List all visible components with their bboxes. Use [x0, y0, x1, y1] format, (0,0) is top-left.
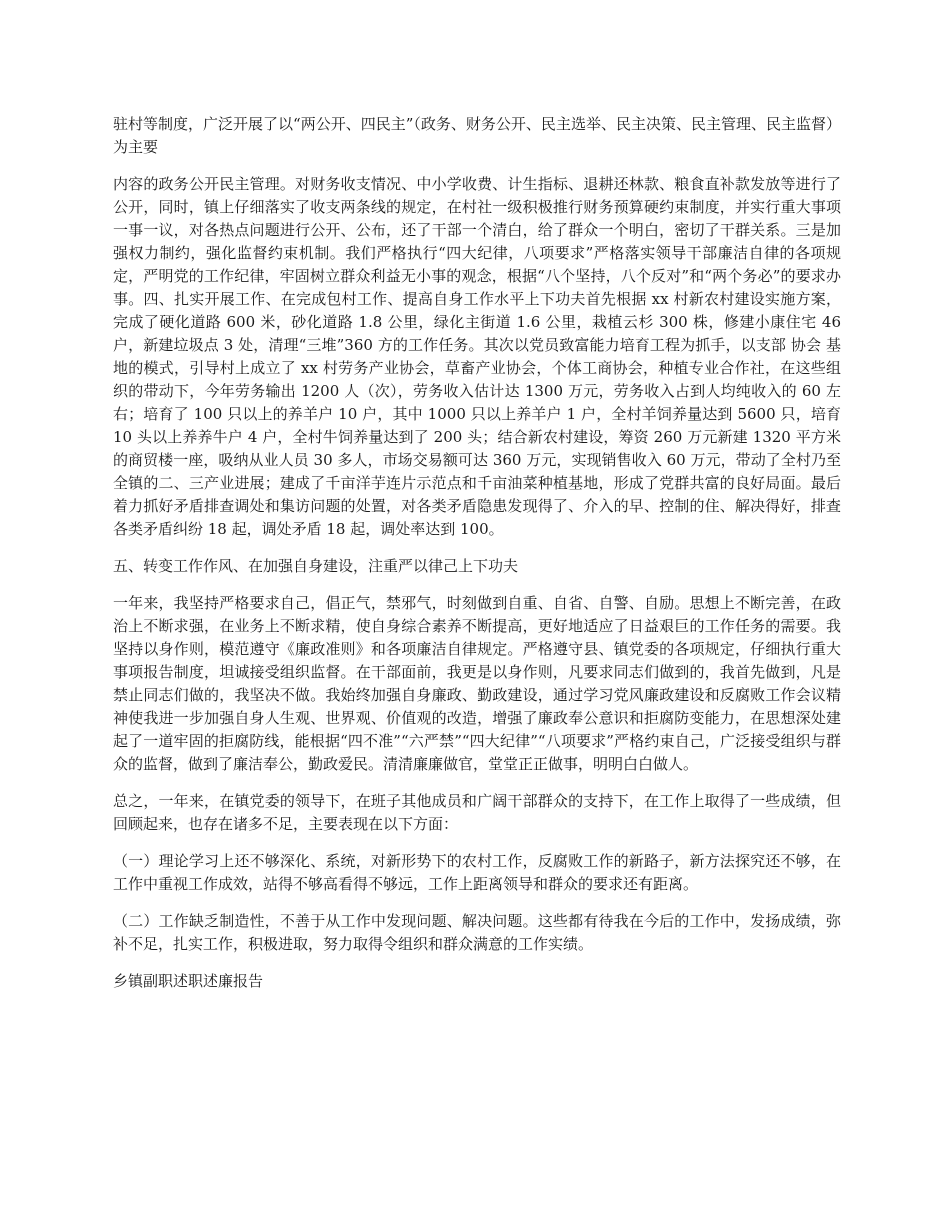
document-title-next: 乡镇副职述职述廉报告: [113, 972, 264, 990]
paragraph-1: 驻村等制度，广泛开展了以“两公开、四民主”（政务、财务公开、民主选举、民主决策、民主管理、民主监督）为主要: [113, 115, 841, 156]
section-heading-5: 五、转变工作作风、在加强自身建设，注重严以律己上下功夫: [113, 557, 519, 575]
paragraph-3: 一年来，我坚持严格要求自己，倡正气，禁邪气，时刻做到自重、自省、自警、自励。思想上不断完善，在政治上不断求强，在业务上不断求精，使自身综合素养不断提高，更好地适应了日益艰巨的工作任务的需要。我坚持以身作则，模范遵守《廉政准则》和各项廉洁自律规定。严格遵守县、镇党委的各项规定，仔细执行重大事项报告制度，坦诚接受组织监督。在干部面前，我更是以身作则，凡要求同志们做到的，我首先做到，凡是禁止同志们做的，我坚决不做。我始终加强自身廉政、勤政建设，通过学习党风廉政建设和反腐败工作会议精神使我进一步加强自身人生观、世界观、价值观的改造，增强了廉政奉公意识和拒腐防变能力，在思想深处建起了一道牢固的拒腐防线，能根据“四不准”“六严禁”“四大纪律”“八项要求”严格约束自己，广泛接受组织与群众的监督，做到了廉洁奉公，勤政爱民。清清廉廉做官，堂堂正正做事，明明白白做人。: [113, 594, 841, 773]
paragraph-2: 内容的政务公开民主管理。对财务收支情况、中小学收费、计生指标、退耕还林款、粮食直补款发放等进行了公开，同时，镇上仔细落实了收支两条线的规定，在村社一级积极推行财务预算硬约束制度，并实行重大事项一事一议，对各热点问题进行公开、公布，还了干部一个清白，给了群众一个明白，密切了干群关系。三是加强权力制约，强化监督约束机制。我们严格执行“四大纪律，八项要求”严格落实领导干部廉洁自律的各项规定，严明党的工作纪律，牢固树立群众利益无小事的观念，根据“八个坚持，八个反对”和“两个务必”的要求办事。四、扎实开展工作、在完成包村工作、提高自身工作水平上下功夫首先根据 xx 村新农村建设实施方案，完成了硬化道路 600 米，砂化道路 1.8 公里，绿化主街道 1.6 公里，栽植云杉 300 株，修建小康住宅 46 户，新建垃圾点 3 处，清理“三堆”360 方的工作任务。其次以党员致富能力培育工程为抓手，以支部 协会 基地的模式，引导村上成立了 xx 村劳务产业协会，草畜产业协会，个体工商协会，种植专业合作社，在这些组织的带动下，今年劳务输出 1200 人（次），劳务收入估计达 1300 万元，劳务收入占到人均纯收入的 60 左右；培育了 100 只以上的养羊户 10 户，其中 1000 只以上养羊户 1 户，全村羊饲养量达到 5600 只，培育 10 头以上养养牛户 4 户，全村牛饲养量达到了 200 头；结合新农村建设，筹资 260 万元新建 1320 平方米的商贸楼一座，吸纳从业人员 30 多人，市场交易额可达 360 万元，实现销售收入 60 万元，带动了全村乃至全镇的二、三产业进展；建成了千亩洋芋连片示范点和千亩油菜种植基地，形成了党群共富的良好局面。最后着力抓好矛盾排查调处和集访问题的处置，对各类矛盾隐患发现得了、介入的早、控制的住、解决得好，排查各类矛盾纠纷 18 起，调处矛盾 18 起，调处率达到 100。: [113, 175, 841, 538]
document-body: [113, 113, 841, 1007]
paragraph-shortcoming-1: （一）理论学习上还不够深化、系统，对新形势下的农村工作，反腐败工作的新路子，新方法探究还不够，在工作中重视工作成效，站得不够高看得不够远，工作上距离领导和群众的要求还有距离。: [113, 852, 841, 893]
paragraph-shortcoming-2: （二）工作缺乏制造性，不善于从工作中发现问题、解决问题。这些都有待我在今后的工作中，发扬成绩，弥补不足，扎实工作，积极进取，努力取得令组织和群众满意的工作实绩。: [113, 912, 841, 953]
paragraph-summary: 总之，一年来，在镇党委的领导下，在班子其他成员和广阔干部群众的支持下，在工作上取得了一些成绩，但回顾起来，也存在诸多不足，主要表现在以下方面：: [113, 792, 841, 833]
